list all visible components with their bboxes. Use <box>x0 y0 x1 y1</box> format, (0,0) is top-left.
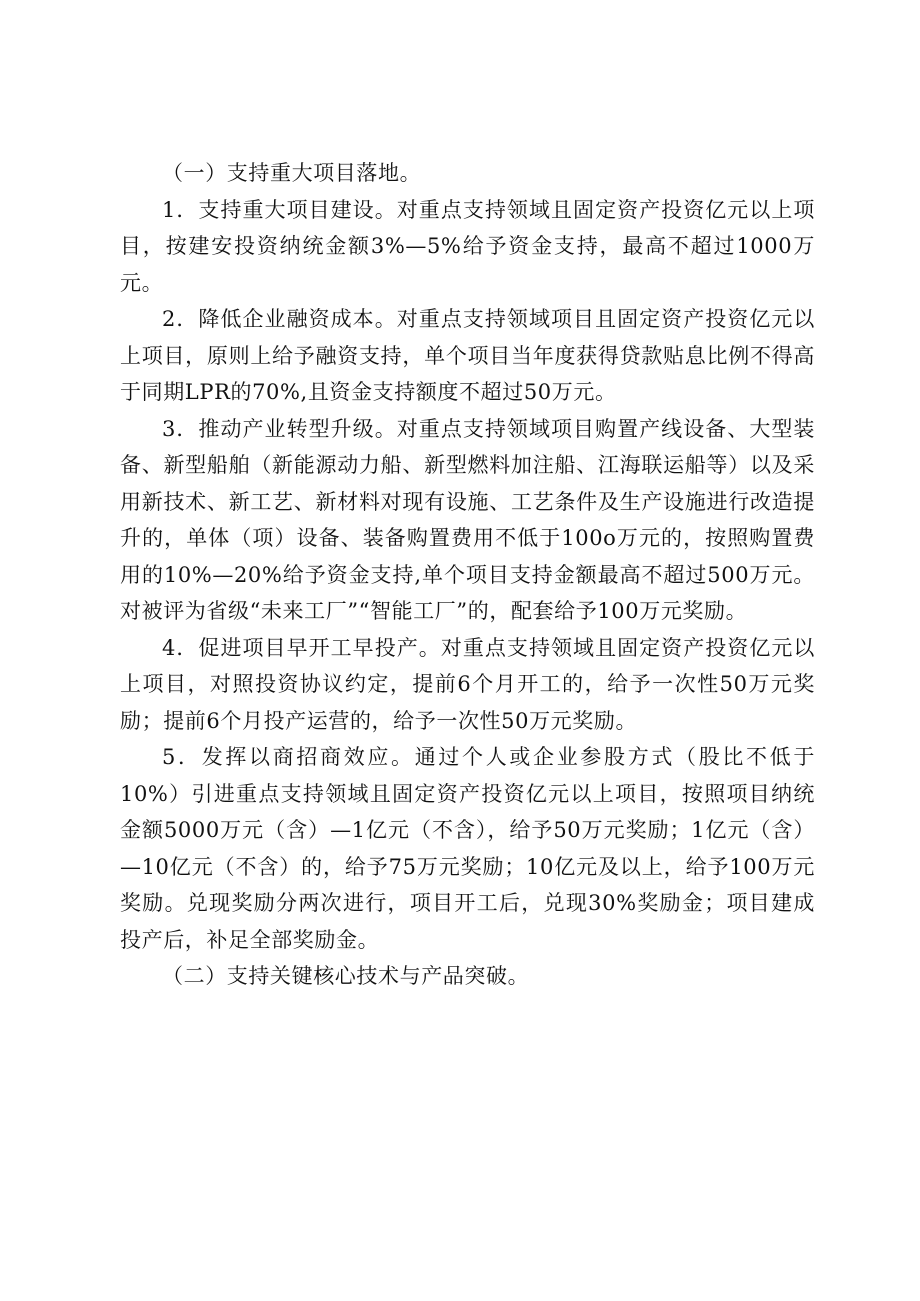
section-heading-1: （一）支持重大项目落地。 <box>162 161 422 185</box>
section-heading-2: （二）支持关键核心技术与产品突破。 <box>162 964 530 988</box>
paragraph-item-4: 4．促进项目早开工早投产。对重点支持领域且固定资产投资亿元以上项目，对照投资协议约定，提前6个月开工的，给予一次性50万元奖励；提前6个月投产运营的，给予一次性50万元奖励。 <box>120 635 815 733</box>
paragraph-item-1: 1．支持重大项目建设。对重点支持领域且固定资产投资亿元以上项目，按建安投资纳统金额3%—5%给予资金支持，最高不超过1000万元。 <box>120 197 815 295</box>
paragraph-item-3: 3．推动产业转型升级。对重点支持领域项目购置产线设备、大型装备、新型船舶（新能源动力船、新型燃料加注船、江海联运船等）以及采用新技术、新工艺、新材料对现有设施、工艺条件及生产设施进行改造提升的，单体（项）设备、装备购置费用不低于100o万元的，按照购置费用的10%—20%给予资金支持,单个项目支持金额最高不超过500万元。对被评为省级“未来工厂”“智能工厂”的，配套给予100万元奖励。 <box>120 416 815 623</box>
paragraph-item-5: 5．发挥以商招商效应。通过个人或企业参股方式（股比不低于10%）引进重点支持领域且固定资产投资亿元以上项目，按照项目纳统金额5000万元（含）—1亿元（不含），给予50万元奖励；1亿元（含）—10亿元（不含）的，给予75万元奖励；10亿元及以上，给予100万元奖励。兑现奖励分两次进行，项目开工后，兑现30%奖励金；项目建成投产后，补足全部奖励金。 <box>120 745 815 952</box>
document-body <box>120 155 815 995</box>
paragraph-item-2: 2．降低企业融资成本。对重点支持领域项目且固定资产投资亿元以上项目，原则上给予融资支持，单个项目当年度获得贷款贴息比例不得高于同期LPR的70%,且资金支持额度不超过50万元。 <box>120 307 815 404</box>
